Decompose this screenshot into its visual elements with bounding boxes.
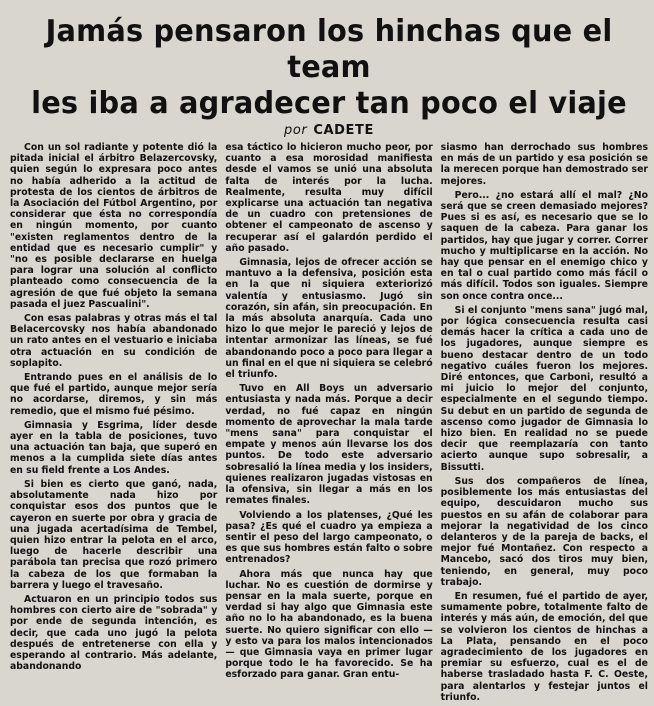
paragraph: Gimnasia, lejos de ofrecer acción se mantuvo a la defensiva, posición esta en la que ni siquiera exteriorizó valentía y entusiasmo. Jugó sin corazón, sin afán, sin preocupación. En la más absoluta anarquía. Cada uno hizo lo que mejor le pareció y lejos de intentar armonizar las líneas, se fué abandonando poco a poco para llegar a un final en el que ni siquiera se celebró el triunfo. [225,257,433,381]
paragraph: Ahora más que nunca hay que luchar. No es cuestión de dormirse y pensar en la mala suerte, porque en verdad si hay algo que Gimnasia este año no lo ha abandonado, es la buena suerte. No quiero significar con ello — y esto va para los malos intencionados — que Gimnasia vaya en primer lugar porque todo le ha favorecido. Se ha esforzado para ganar. Gran entu- [225,568,433,681]
article-body [10,142,648,706]
paragraph: Sus dos compañeros de línea, posiblemente los más entusiastas del equipo, descuidaron mucho sus puestos en su afán de colaborar para mejorar la negatividad de los cinco delanteros y de la pareja de backs, el mejor fué Montañez. Con respecto a Mancebo, sacó dos tiros muy bien, teniendo, en general, muy poco trabajo. [440,475,648,588]
headline-line-2: les iba a agradecer tan poco el viaje [31,86,627,121]
paragraph: Pero... ¿no estará allí el mal? ¿No será que se creen demasiado mejores? Pues si es así, es necesario que se lo saquen de la cabeza. Para ganar los partidos, hay que jugar y correr. Correr mucho y multiplicarse en la acción. No hay que pensar en el enemigo chico y en tal o cual partido como más fácil o más difícil. Todos son iguales. Siempre son once contra once... [440,189,648,302]
paragraph: Si bien es cierto que ganó, nada, absolutamente nada hizo por conquistar esos dos puntos que le cayeron en suerte por obra y gracia de una jugada acertadísima de Tembel, quien hizo entrar la pelota en el arco, luego de hacerle describir una parábola tan precisa que rozó primero la cabeza de los que formaban la barrera y luego el travesaño. [10,478,218,591]
paragraph: Actuaron en un principio todos sus hombres con cierto aire de "sobrada" y por ende de segunda intención, es decir, que cada uno jugó la pelota después de entretenerse con ella y esperando al contrario. Más adelante, abandonando [10,593,218,673]
paragraph: Con un sol radiante y potente dió la pitada inicial el árbitro Belazercovsky, quien según lo expresara poco antes no había adherido a la actitud de protesta de los cientos de árbitros de la Asociación del Fútbol Argentino, por considerar que ésta no correspondía en ningún momento, por cuanto "existen reglamentos dentro de la entidad que es necesario cumplir" y "no es posible declararse en huelga para lograr una solución al conflicto planteado como consecuencia de la agresión de que fué objeto la semana pasada el juez Pascualini". [10,142,218,310]
paragraph: siasmo han derrochado sus hombres en más de un partido y esa posición se la merecen porque han demostrado ser mejores. [440,142,648,187]
byline-prefix: por [284,123,308,138]
column-3 [441,142,648,706]
byline-author: CADETE [313,123,374,138]
column-1 [10,142,217,675]
headline-line-1: Jamás pensaron los hinchas que el team [45,14,613,85]
paragraph: Si el conjunto "mens sana" jugó mal, por lógica consecuencia resulta casi demás hacer la crítica a cada uno de los jugadores, aunque siempre es bueno destacar dentro de un todo negativo cuáles fueron los mejores. Diré entonces, que Carboni, resultó a mi juicio lo mejor del conjunto, especialmente en el segundo tiempo. Su debut en un partido de segunda de ascenso como jugador de Gimnasia lo hizo bien. En realidad no se puede decir que reemplazaría con tanto acierto aunque supo sobresalir, a Bissutti. [440,304,648,473]
paragraph: Tuvo en All Boys un adversario entusiasta y nada más. Porque a decir verdad, no fué capaz en ningún momento de aprovechar la mala tarde "mens sana" para conquistar el empate y menos aún llevarse los dos puntos. De todo este adversario sobresalió la línea media y los insiders, quienes realizaron jugadas vistosas en la ofensiva, sin llegar a más en los remates finales. [225,383,433,507]
paragraph: Volviendo a los platenses, ¿Qué les pasa? ¿Es qué el cuadro ya empieza a sentir el peso del largo campeonato, o es que sus hombres están falto o sobre entrenados? [225,509,433,566]
paragraph: esa táctico lo hicieron mucho peor, por cuanto a esa morosidad manifiesta desde el vamos se unió una absoluta falta de interés por la lucha. Realmente, resulta muy difícil explicarse una actuación tan negativa de un cuadro con pretensiones de obtener el campeonato de ascenso y recuperar así el galardón perdido el año pasado. [225,142,433,254]
byline [10,123,648,138]
paragraph: Entrando pues en el análisis de lo que fué el partido, aunque mejor sería no acordarse, diremos, y sin más remedio, que el mismo fué pésimo. [10,372,218,417]
paragraph: Gimnasia y Esgrima, líder desde ayer en la tabla de posiciones, tuvo una actuación tan baja, que superó en menos a la cumplida siete días antes en su field frente a Los Andes. [10,419,218,476]
column-2 [225,142,432,684]
headline [23,0,635,122]
paragraph: Con esas palabras y otras más el tal Belacercovsky nos había abandonado un rato antes en el vestuario e iniciaba otra actuación en su condición de soplapito. [10,313,218,369]
paragraph: En resumen, fué el partido de ayer, sumamente pobre, totalmente falto de interés y más aún, de emoción, del que se volvieron los cientos de hinchas a La Plata, pensando en el poco agradecimiento de los jugadores en premiar su esfuerzo, cual es el de haberse trasladado hasta F. C. Oeste, para alentarlos y festejar juntos el triunfo. [440,590,648,703]
